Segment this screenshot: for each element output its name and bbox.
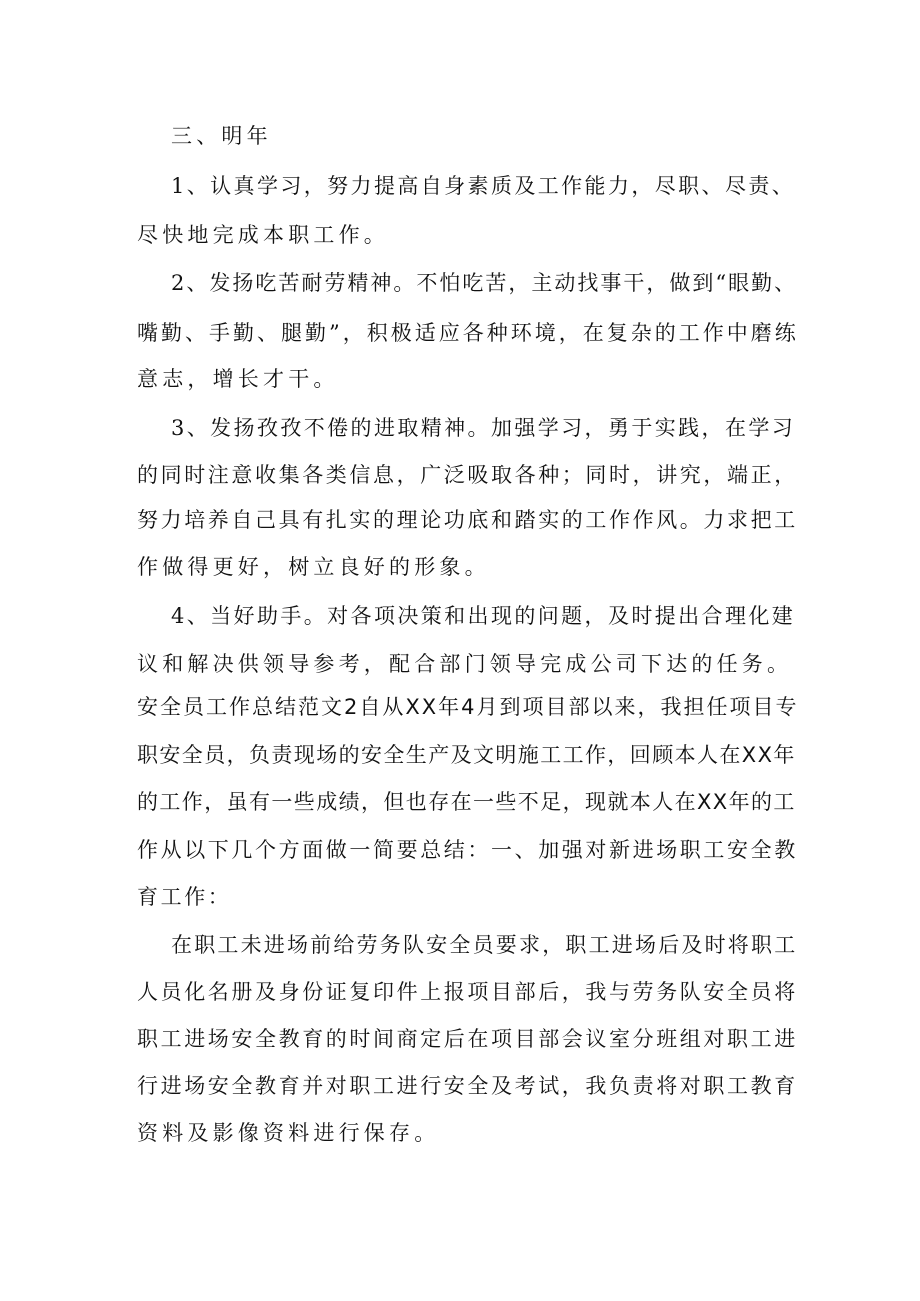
paragraph-5-line-1: 安全员工作总结范文2自从XX年4月到项目部以来，我担任项目专 xyxy=(137,695,799,719)
paragraph-5-line-5: 育工作： xyxy=(137,885,232,909)
paragraph-6-line-3: 职工进场安全教育的时间商定后在项目部会议室分班组对职工进 xyxy=(137,1027,798,1051)
paragraph-5-line-2: 职安全员，负责现场的安全生产及文明施工工作，回顾本人在XX年 xyxy=(137,743,796,767)
paragraph-6-line-2: 人员化名册及身份证复印件上报项目部后，我与劳务队安全员将 xyxy=(137,980,798,1004)
paragraph-2-line-1: 2、发扬吃苦耐劳精神。不怕吃苦，主动找事干，做到“眼勤、 xyxy=(171,271,798,295)
paragraph-6-line-1: 在职工未进场前给劳务队安全员要求，职工进场后及时将职工 xyxy=(171,933,798,957)
paragraph-3-line-3: 努力培养自己具有扎实的理论功底和踏实的工作作风。力求把工 xyxy=(137,508,798,532)
paragraph-4-line-2: 议和解决供领导参考，配合部门领导完成公司下达的任务。 xyxy=(137,652,793,676)
paragraph-3-line-4: 作做得更好，树立良好的形象。 xyxy=(137,555,490,579)
paragraph-1-line-1: 1、认真学习，努力提高自身素质及工作能力，尽职、尽责、 xyxy=(171,174,796,198)
paragraph-2-line-2: 嘴勤、手勤、腿勤”，积极适应各种环境，在复杂的工作中磨练 xyxy=(137,321,799,345)
paragraph-1-line-2: 尽快地完成本职工作。 xyxy=(137,223,389,247)
paragraph-3-line-1: 3、发扬孜孜不倦的进取精神。加强学习，勇于实践，在学习 xyxy=(171,416,796,440)
paragraph-5-line-4: 作从以下几个方面做一简要总结：一、加强对新进场职工安全教 xyxy=(137,838,798,862)
paragraph-3-line-2: 的同时注意收集各类信息，广泛吸取各种；同时，讲究，端正， xyxy=(137,463,798,487)
paragraph-2-line-3: 意志，增长才干。 xyxy=(137,367,339,391)
section-heading: 三、明年 xyxy=(171,124,272,148)
paragraph-5-line-3: 的工作，虽有一些成绩，但也存在一些不足，现就本人在XX年的工 xyxy=(137,790,796,814)
paragraph-4-line-1: 4、当好助手。对各项决策和出现的问题，及时提出合理化建 xyxy=(171,604,796,628)
paragraph-6-line-4: 行进场安全教育并对职工进行安全及考试，我负责将对职工教育 xyxy=(137,1074,798,1098)
paragraph-6-line-5: 资料及影像资料进行保存。 xyxy=(137,1121,440,1145)
